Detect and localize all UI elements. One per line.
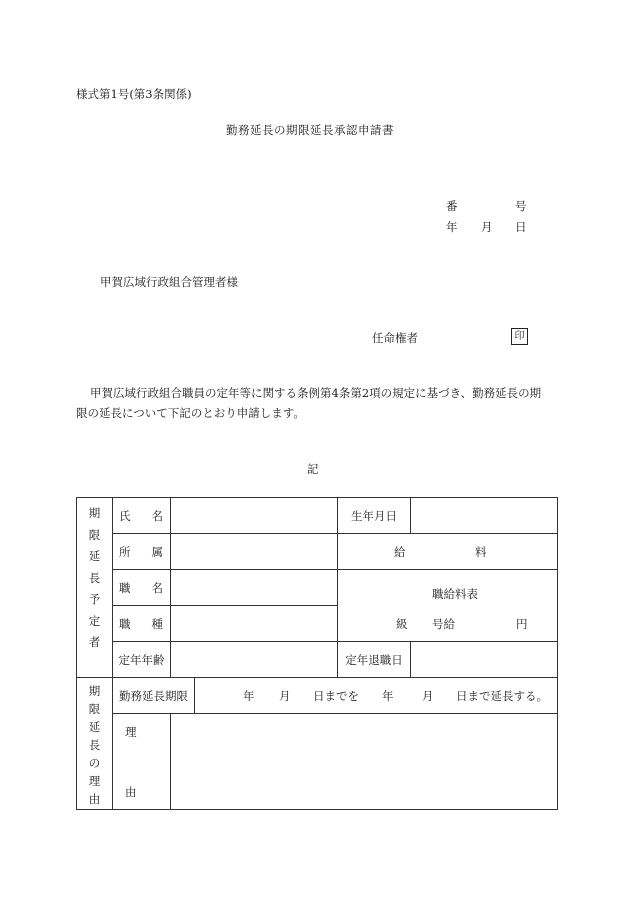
period-from-month: 月 (279, 688, 291, 703)
period-to-year: 年 (382, 688, 394, 703)
name-label-char: 名 (151, 508, 163, 523)
retirement-age-label: 定年年齢 (118, 652, 165, 667)
dept-label-char: 所 (119, 544, 131, 559)
job-type-label-char: 職 (119, 616, 131, 631)
date-year: 年 (446, 220, 458, 234)
reason-label-cell (113, 714, 171, 810)
period-to-day: 日まで延長する。 (456, 688, 548, 703)
name-value-cell[interactable] (171, 498, 338, 534)
job-type-label-cell (113, 606, 171, 642)
section1-char: 限 (88, 527, 101, 542)
doc-number-ban: 番 (446, 199, 458, 213)
section1-char: 延 (88, 549, 101, 563)
seal-mark: 印 (511, 328, 528, 345)
section2-char: 限 (88, 702, 101, 716)
body-text-line-1: 甲賀広域行政組合職員の定年等に関する条例第4条第2項の規定に基づき、勤務延長の期 (90, 386, 542, 400)
document-title: 勤務延長の期限延長承認申請書 (226, 123, 394, 137)
section-scheduled-person (77, 498, 113, 678)
reason-value-cell[interactable] (171, 714, 558, 810)
retirement-age-value-cell[interactable] (171, 642, 338, 678)
dept-label-char: 属 (151, 544, 163, 559)
post-label-char: 名 (151, 580, 163, 595)
salary-table-label: 職給料表 (432, 586, 478, 601)
section2-char: 延 (88, 720, 101, 734)
retirement-age-label-cell (113, 642, 171, 678)
period-to-month: 月 (422, 688, 434, 703)
period-from-year: 年 (243, 688, 255, 703)
salary-label-char: 給 (394, 544, 406, 559)
reason-label-char: 由 (125, 785, 137, 799)
name-label-cell (113, 498, 171, 534)
retirement-date-label-cell (338, 642, 411, 678)
doc-number-go: 号 (515, 199, 527, 213)
retirement-date-label: 定年退職日 (345, 652, 403, 667)
application-table (76, 497, 558, 810)
salary-grade-kyu: 級 (396, 616, 408, 631)
birthdate-label: 生年月日 (351, 508, 397, 523)
job-type-value-cell[interactable] (171, 606, 338, 642)
ki-label: 記 (307, 462, 319, 476)
form-number: 様式第1号(第3条関係) (76, 87, 192, 101)
extension-period-label: 勤務延長期限 (119, 688, 188, 703)
section-extension-reason (77, 678, 113, 810)
dept-label-cell (113, 534, 171, 570)
section1-char: 期 (88, 506, 101, 520)
addressee: 甲賀広域行政組合管理者様 (100, 275, 238, 289)
period-from-day: 日までを (313, 688, 359, 703)
section1-char: 定 (88, 613, 101, 628)
extension-period-label-cell (113, 678, 195, 714)
body-text-line-2: 限の延長について下記のとおり申請します。 (76, 406, 305, 420)
post-label-cell (113, 570, 171, 606)
date-day: 日 (515, 220, 527, 234)
birthdate-value-cell[interactable] (411, 498, 558, 534)
section2-char: 長 (88, 738, 101, 752)
dept-value-cell[interactable] (171, 534, 338, 570)
job-type-label-char: 種 (151, 616, 163, 631)
salary-label-cell (338, 534, 558, 570)
section2-char: の (88, 756, 101, 770)
birthdate-label-cell (338, 498, 411, 534)
post-value-cell[interactable] (171, 570, 338, 606)
applicant-label: 任命権者 (372, 331, 418, 345)
salary-label-char: 料 (475, 544, 487, 559)
reason-label-char: 理 (125, 725, 137, 739)
salary-value-cell[interactable] (338, 570, 558, 642)
extension-period-value-cell[interactable] (195, 678, 558, 714)
name-label-char: 氏 (119, 508, 131, 523)
section2-char: 期 (88, 684, 101, 698)
section1-char: 長 (88, 570, 101, 585)
salary-grade-gokyu: 号給 (432, 616, 455, 631)
section2-char: 由 (88, 792, 101, 806)
retirement-date-value-cell[interactable] (411, 642, 558, 678)
section1-char: 予 (88, 592, 101, 606)
section1-char: 者 (88, 635, 101, 649)
salary-grade-yen: 円 (516, 616, 528, 631)
date-month: 月 (481, 220, 493, 234)
post-label-char: 職 (119, 580, 131, 595)
section2-char: 理 (88, 774, 101, 788)
